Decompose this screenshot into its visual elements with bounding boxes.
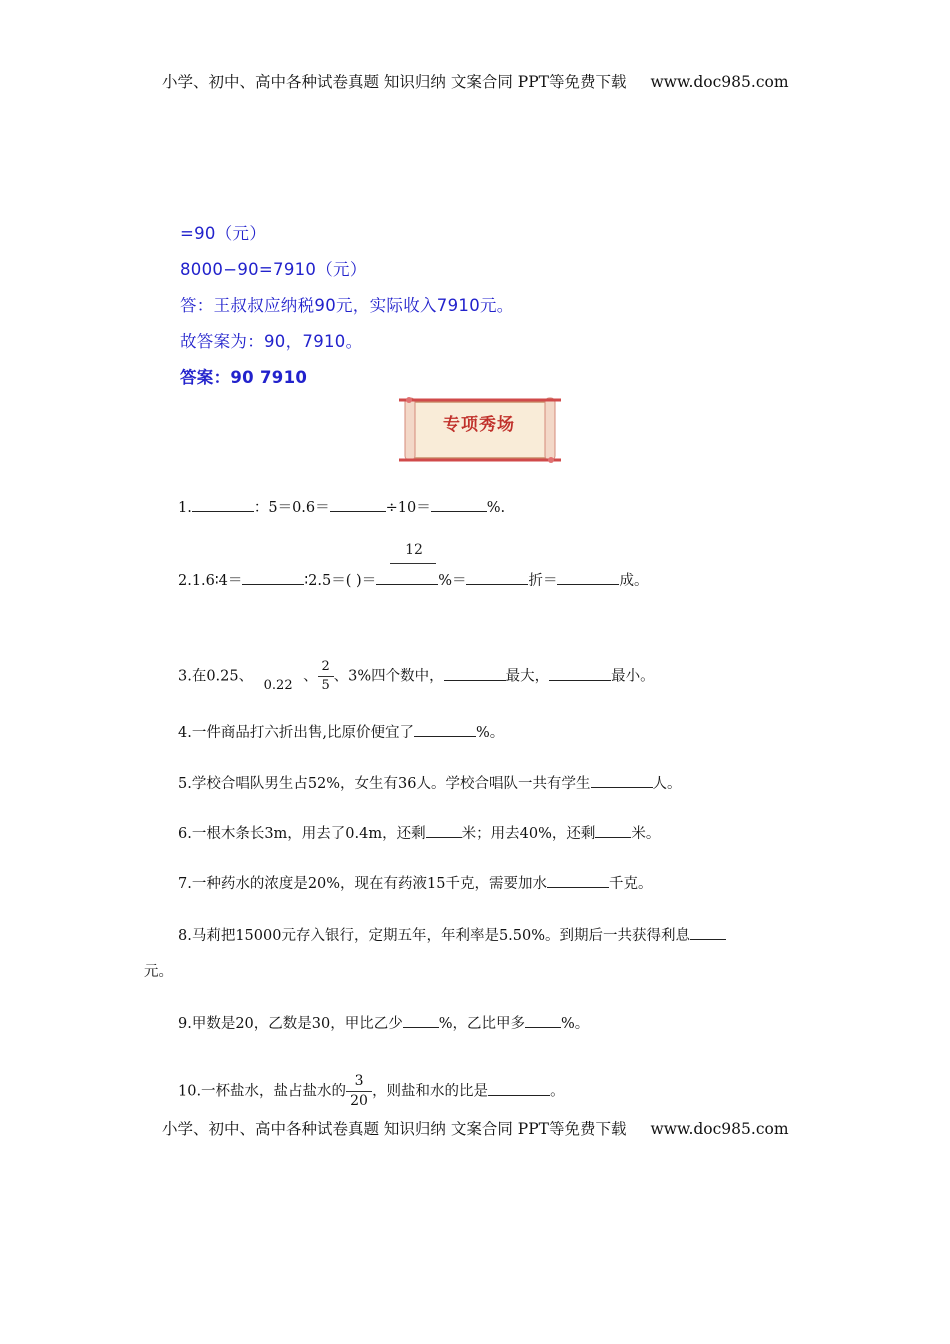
q9-text-c: %。 xyxy=(561,1016,590,1032)
q1-blank-1[interactable] xyxy=(192,497,254,512)
q6-blank-2[interactable] xyxy=(595,823,631,838)
q1-text-b: ：5＝0.6＝ xyxy=(253,500,330,516)
q2-text-b: ∶2.5＝ xyxy=(304,573,346,589)
question-8 xyxy=(178,924,726,945)
q3-blank-2[interactable] xyxy=(549,666,611,681)
q1-blank-3[interactable] xyxy=(431,497,487,512)
q10-blank-1[interactable] xyxy=(488,1081,550,1096)
answer-line-4: 故答案为：90，7910。 xyxy=(180,332,363,351)
q2-frac-numerator: 12 xyxy=(405,542,423,558)
question-6 xyxy=(178,822,660,843)
q1-text-c: ÷10＝ xyxy=(385,500,431,516)
q2-text-a: 2.1.6∶4＝ xyxy=(178,573,243,589)
question-7 xyxy=(178,872,653,893)
q9-blank-1[interactable] xyxy=(403,1013,439,1028)
q1-blank-2[interactable] xyxy=(330,497,386,512)
banner-title: 专项秀场 xyxy=(443,415,515,435)
q1-text-a: 1. xyxy=(178,500,192,516)
question-3 xyxy=(178,658,655,695)
q9-text-a: 9.甲数是20，乙数是30，甲比乙少 xyxy=(178,1016,403,1032)
q5-text-b: 人。 xyxy=(652,776,682,792)
answer-line-1: =90（元） xyxy=(180,224,267,243)
question-8-cont xyxy=(144,960,173,981)
q7-blank-1[interactable] xyxy=(547,873,609,888)
page-header xyxy=(162,70,802,92)
q2-fraction xyxy=(392,542,436,558)
question-10 xyxy=(178,1072,565,1111)
q10-fraction xyxy=(346,1072,372,1111)
answer-line-3: 答：王叔叔应纳税90元，实际收入7910元。 xyxy=(180,296,514,315)
q10-text-c: 。 xyxy=(550,1083,565,1100)
question-2 xyxy=(178,569,648,590)
q2-blank-2[interactable] xyxy=(376,570,438,585)
q2-text-f: 成。 xyxy=(619,573,649,589)
q2-text-d: %＝ xyxy=(438,573,467,589)
q2-frac-denominator[interactable]: ( ) xyxy=(345,573,362,589)
q3-frac-numerator: 2 xyxy=(321,659,330,674)
q1-text-d: %. xyxy=(486,500,506,516)
q8-text-b: 元。 xyxy=(144,964,173,980)
q10-frac-numerator: 3 xyxy=(354,1073,364,1089)
q5-blank-1[interactable] xyxy=(591,773,653,788)
answer-line-2: 8000−90=7910（元） xyxy=(180,260,367,279)
q2-blank-4[interactable] xyxy=(557,570,619,585)
section-banner xyxy=(395,394,565,466)
q6-text-a: 6.一根木条长3m，用去了0.4m，还剩 xyxy=(178,826,426,842)
q10-text-a: 10.一杯盐水，盐占盐水的 xyxy=(178,1083,347,1100)
page-footer xyxy=(162,1117,802,1139)
q9-text-b: %，乙比甲多 xyxy=(438,1016,526,1032)
q2-blank-3[interactable] xyxy=(466,570,528,585)
footer-site[interactable]: www.doc985.com xyxy=(650,1120,789,1138)
q2-blank-1[interactable] xyxy=(242,570,304,585)
q2-text-e: 折＝ xyxy=(528,573,558,589)
question-5 xyxy=(178,772,682,793)
q6-blank-1[interactable] xyxy=(426,823,462,838)
q10-text-b: ，则盐和水的比是 xyxy=(372,1083,489,1100)
q3-blank-1[interactable] xyxy=(444,666,506,681)
answer-final: 答案：90 7910 xyxy=(180,368,308,387)
q2-frac-bar xyxy=(390,563,436,564)
q4-blank-1[interactable] xyxy=(414,722,476,737)
q3-sep: 、 xyxy=(303,668,318,685)
q10-frac-denominator: 20 xyxy=(346,1091,372,1111)
q7-text-b: 千克。 xyxy=(609,876,653,892)
q3-decimal: 0.22 xyxy=(263,677,293,693)
q3-text-c: 最大， xyxy=(505,668,550,685)
header-site[interactable]: www.doc985.com xyxy=(650,73,789,91)
q4-text-a: 4.一件商品打六折出售,比原价便宜了 xyxy=(178,725,414,741)
q8-text-a: 8.马莉把15000元存入银行，定期五年，年利率是5.50%。到期后一共获得利息 xyxy=(178,928,691,944)
q3-frac-denominator: 5 xyxy=(318,676,334,695)
header-text: 小学、初中、高中各种试卷真题 知识归纳 文案合同 PPT等免费下载 xyxy=(162,73,627,91)
q2-text-c: ＝ xyxy=(361,573,377,589)
question-4 xyxy=(178,721,504,742)
q3-fraction xyxy=(318,658,334,695)
q5-text-a: 5.学校合唱队男生占52%，女生有36人。学校合唱队一共有学生 xyxy=(178,776,591,792)
footer-text: 小学、初中、高中各种试卷真题 知识归纳 文案合同 PPT等免费下载 xyxy=(162,1120,627,1138)
question-1 xyxy=(178,496,505,517)
q4-text-b: %。 xyxy=(475,725,505,741)
q6-text-b: 米；用去40%，还剩 xyxy=(461,826,596,842)
q6-text-c: 米。 xyxy=(631,826,661,842)
q8-blank-1[interactable] xyxy=(690,925,726,940)
q9-blank-2[interactable] xyxy=(525,1013,561,1028)
q7-text-a: 7.一种药水的浓度是20%，现在有药液15千克，需要加水 xyxy=(178,876,548,892)
q3-text-b: 、3%四个数中， xyxy=(333,668,444,685)
question-9 xyxy=(178,1012,589,1033)
q3-text-a: 3.在0.25、 xyxy=(178,668,254,685)
q3-text-d: 最小。 xyxy=(611,668,655,685)
